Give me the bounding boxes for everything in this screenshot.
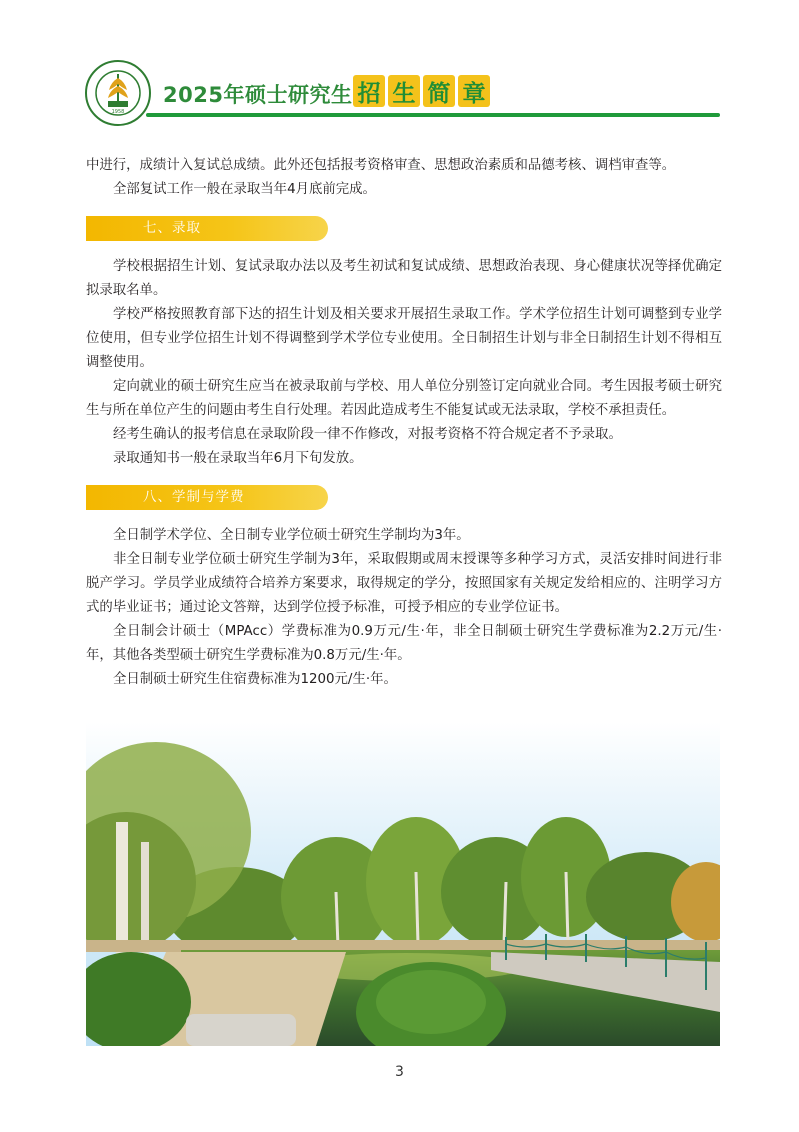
title-badges (353, 75, 490, 109)
paragraph: 学校严格按照教育部下达的招生计划及相关要求开展招生录取工作。学术学位招生计划可调整到专业学位使用，但专业学位招生计划不得调整到学术学位专业使用。全日制招生计划与非全日制招生计划不得相互调整使用。 (86, 307, 722, 370)
section-heading-tuition: 八、学制与学费 (86, 485, 328, 510)
page-number: 3 (395, 1064, 404, 1080)
paragraph: 全日制会计硕士（MPAcc）学费标准为0.9万元/生·年，非全日制硕士研究生学费标准为2.2万元/生·年，其他各类型硕士研究生学费标准为0.8万元/生·年。 (86, 624, 722, 663)
paragraph: 全部复试工作一般在录取当年4月底前完成。 (113, 182, 376, 197)
paragraph: 非全日制专业学位硕士研究生学制为3年，采取假期或周末授课等多种学习方式，灵活安排时间进行非脱产学习。学员学业成绩符合培养方案要求，取得规定的学分，按照国家有关规定发给相应的、注明学习方式的毕业证书；通过论文答辩，达到学位授予标准，可授予相应的专业学位证书。 (86, 552, 722, 615)
campus-lake-photo (86, 722, 720, 1046)
paragraph: 中进行，成绩计入复试总成绩。此外还包括报考资格审查、思想政治素质和品德考核、调档审查等。 (86, 158, 676, 173)
page-content (86, 154, 722, 692)
paragraph: 全日制学术学位、全日制专业学位硕士研究生学制均为3年。 (113, 528, 470, 543)
page-header (0, 0, 799, 125)
paragraph: 录取通知书一般在录取当年6月下旬发放。 (113, 451, 363, 466)
paragraph: 全日制硕士研究生住宿费标准为1200元/生·年。 (113, 672, 397, 687)
paragraph: 定向就业的硕士研究生应当在被录取前与学校、用人单位分别签订定向就业合同。考生因报考硕士研究生与所在单位产生的问题由考生自行处理。若因此造成考生不能复试或无法录取，学校不承担责任。 (86, 379, 722, 418)
header-rule (146, 113, 720, 117)
paragraph: 学校根据招生计划、复试录取办法以及考生初试和复试成绩、思想政治表现、身心健康状况等择优确定拟录取名单。 (86, 259, 722, 298)
paragraph: 经考生确认的报考信息在录取阶段一律不作修改，对报考资格不符合规定者不予录取。 (113, 427, 622, 442)
title-badge: 简 (423, 75, 455, 107)
brochure-title: 2025年硕士研究生 (163, 83, 353, 107)
logo-year: 1958 (111, 109, 125, 115)
title-badge: 招 (353, 75, 385, 107)
title-badge: 生 (388, 75, 420, 107)
title-badge: 章 (458, 75, 490, 107)
section-heading-admission: 七、录取 (86, 216, 328, 241)
university-logo (85, 60, 151, 126)
